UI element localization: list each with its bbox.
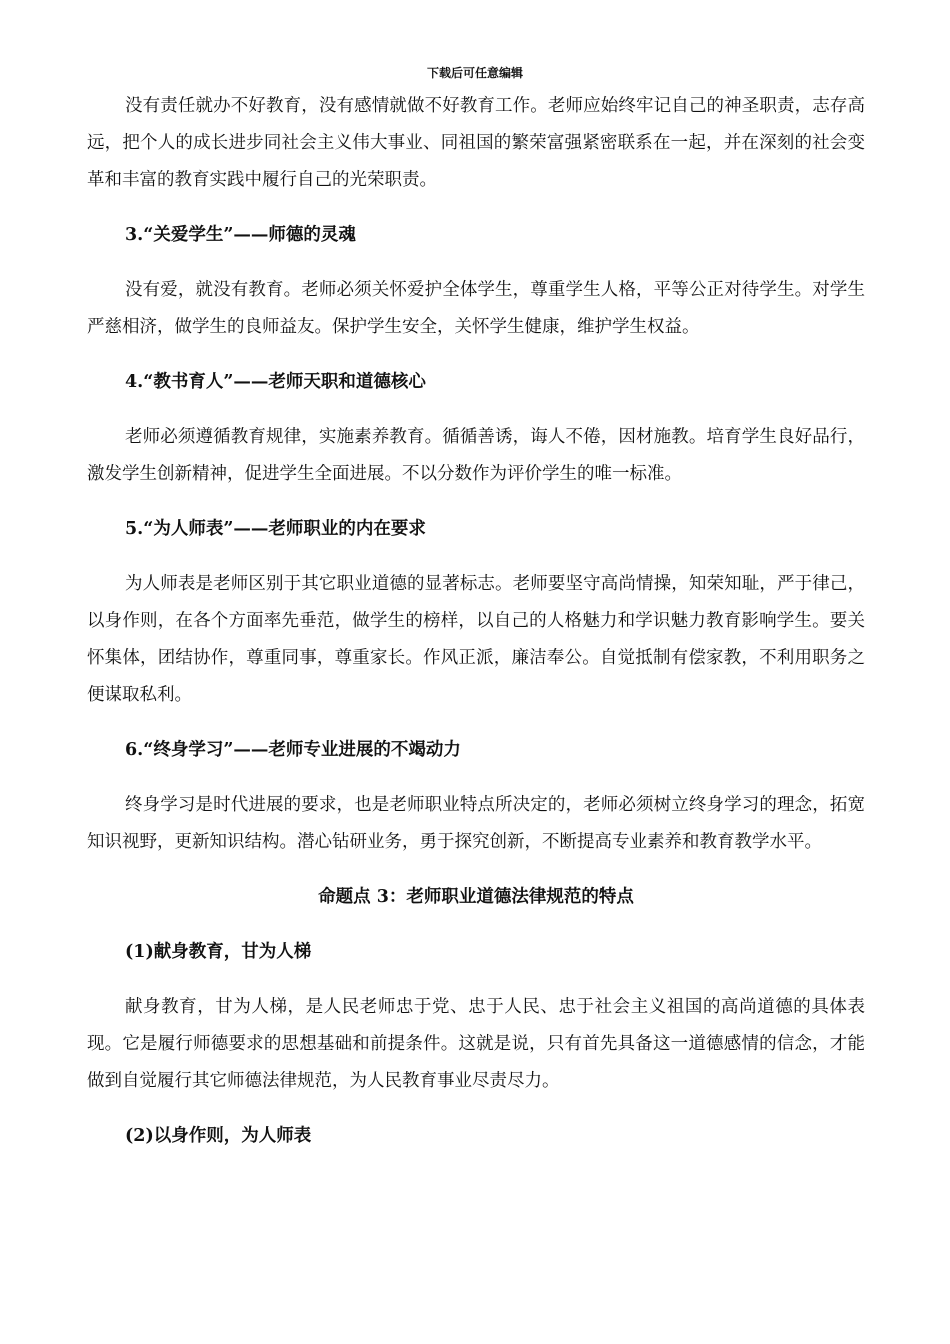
spacer	[87, 769, 865, 787]
spacer	[87, 401, 865, 419]
spacer	[87, 254, 865, 272]
paragraph-care-for-students: 没有爱，就没有教育。老师必须关怀爱护全体学生，尊重学生人格，平等公正对待学生。对学生严慈相济，做学生的良师益友。保护学生安全，关怀学生健康，维护学生权益。	[87, 280, 865, 337]
heading-role-model: 5.“为人师表”——老师职业的内在要求	[125, 519, 426, 539]
page-header: 下载后可任意编辑	[426, 66, 523, 80]
spacer	[87, 971, 865, 989]
spacer	[87, 493, 865, 511]
paragraph-dedication: 献身教育，甘为人梯，是人民老师忠于党、忠于人民、忠于社会主义祖国的高尚道德的具体表现。它是履行师德要求的思想基础和前提条件。这就是说，只有首先具备这一道德感情的信念，才能做到自觉履行其它师德法律规范，为人民教育事业尽责尽力。	[87, 997, 865, 1091]
paragraph-responsibility: 没有责任就办不好教育，没有感情就做不好教育工作。老师应始终牢记自己的神圣职责，志存高远，把个人的成长进步同社会主义伟大事业、同祖国的繁荣富强紧密联系在一起，并在深刻的社会变革和丰富的教育实践中履行自己的光荣职责。	[87, 96, 865, 190]
spacer	[87, 714, 865, 732]
subheading-dedication: (1)献身教育，甘为人梯	[125, 942, 312, 962]
paragraph-teaching-and-educating: 老师必须遵循教育规律，实施素养教育。循循善诱，诲人不倦，因材施教。培育学生良好品行，激发学生创新精神，促进学生全面进展。不以分数作为评价学生的唯一标准。	[87, 427, 865, 484]
paragraph-lifelong-learning: 终身学习是时代进展的要求，也是老师职业特点所决定的，老师必须树立终身学习的理念，拓宽知识视野，更新知识结构。潜心钻研业务，勇于探究创新，不断提高专业素养和教育教学水平。	[87, 795, 865, 852]
spacer	[87, 199, 865, 217]
spacer	[87, 861, 865, 879]
spacer	[87, 916, 865, 934]
paragraph-role-model: 为人师表是老师区别于其它职业道德的显著标志。老师要坚守高尚情操，知荣知耻，严于律己，以身作则，在各个方面率先垂范，做学生的榜样，以自己的人格魅力和学识魅力教育影响学生。要关怀集体，团结协作，尊重同事，尊重家长。作风正派，廉洁奉公。自觉抵制有偿家教，不利用职务之便谋取私利。	[87, 574, 865, 705]
spacer	[87, 1100, 865, 1118]
section-title: 命题点 3：老师职业道德法律规范的特点	[318, 887, 634, 907]
heading-care-for-students: 3.“关爱学生”——师德的灵魂	[125, 225, 356, 245]
document-body	[87, 88, 865, 1155]
heading-lifelong-learning: 6.“终身学习”——老师专业进展的不竭动力	[125, 740, 461, 760]
spacer	[87, 346, 865, 364]
heading-teaching-and-educating: 4.“教书育人”——老师天职和道德核心	[125, 372, 426, 392]
subheading-lead-by-example: (2)以身作则，为人师表	[125, 1126, 312, 1146]
spacer	[87, 548, 865, 566]
